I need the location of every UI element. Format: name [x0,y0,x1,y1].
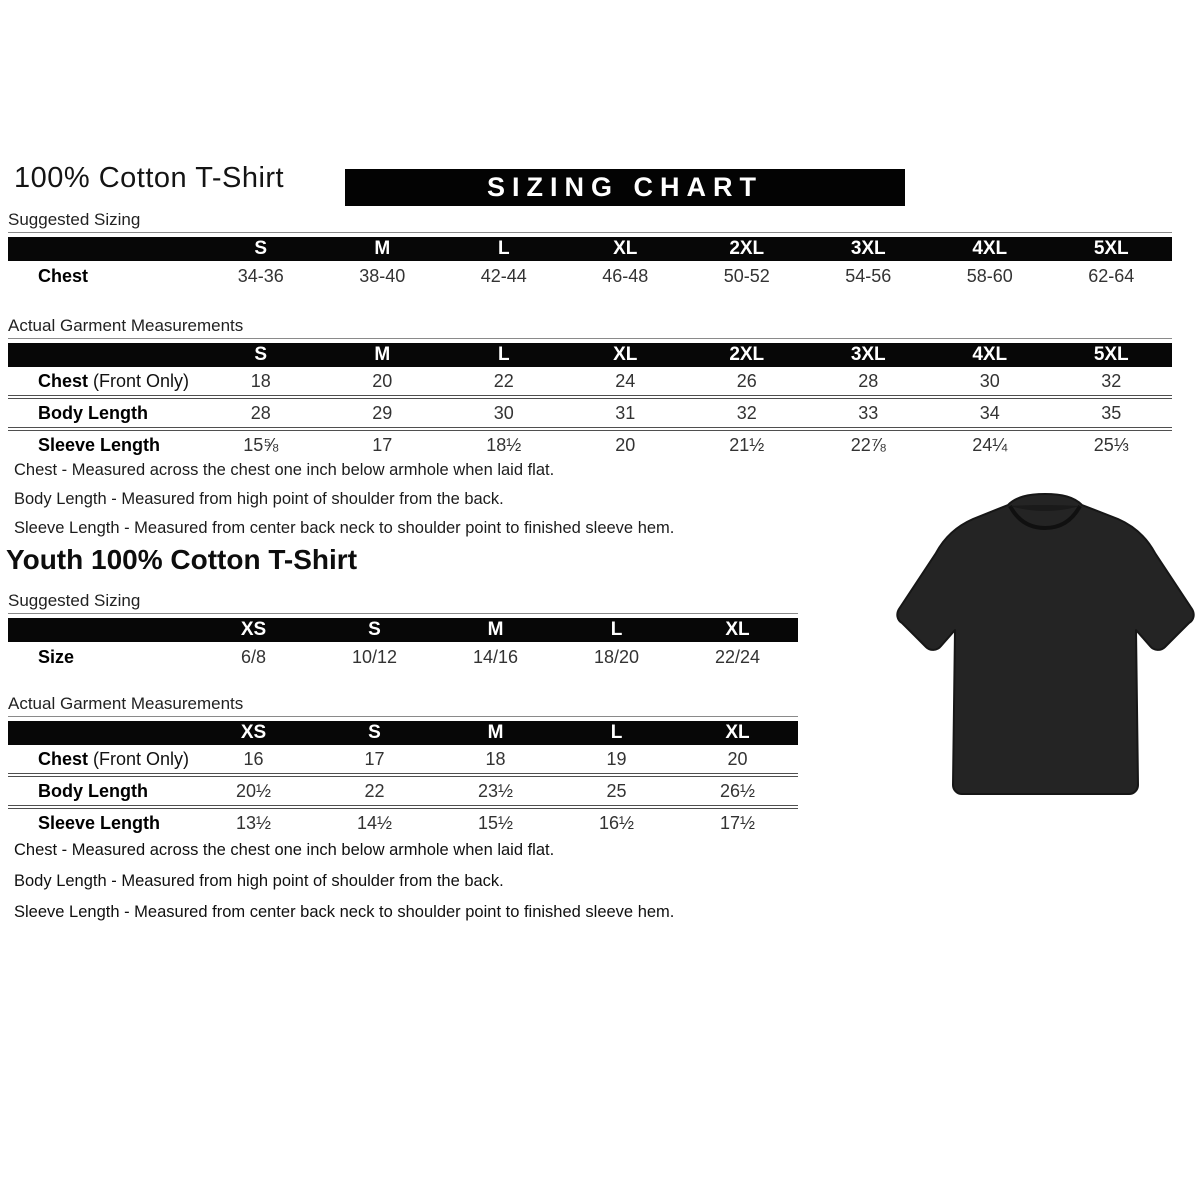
section-label: Suggested Sizing [8,210,141,229]
measurement-value: 38-40 [359,266,406,286]
measurement-value: 18½ [486,434,522,455]
banner-text: SIZING CHART [487,172,763,202]
measurement-value: 42-44 [480,266,527,286]
tshirt-silhouette [893,492,1198,804]
measurement-value: 14½ [356,812,393,833]
measurement-value: 32 [736,402,757,423]
youth-measurement-notes [14,841,674,934]
size-column-header: L [610,722,623,743]
size-column-header: XL [725,619,750,640]
measurement-value: 29 [372,402,393,423]
adult-measurements-section [8,317,1172,459]
note-body-length: Body Length - Measured from high point of shoulder from the back. [14,490,504,508]
measurement-value: 54-56 [845,266,892,286]
measurement-value: 20 [727,748,748,769]
measurement-value: 22 [493,370,514,391]
row-label: Sleeve Length [38,812,161,833]
measurement-value: 26 [736,370,757,391]
measurement-value: 34-36 [237,266,284,286]
measurement-value: 15½ [477,812,514,833]
measurement-value: 31 [615,402,636,423]
note-sleeve-length: Sleeve Length - Measured from center back neck to shoulder point to finished sleeve hem. [14,519,675,537]
size-column-header: 3XL [850,344,886,365]
adult-suggested-section [8,211,1172,292]
size-column-header: 4XL [972,238,1008,259]
youth-suggested-section [8,592,798,673]
row-label: Chest [38,266,89,286]
size-column-header: S [254,238,268,259]
table-row [8,261,1172,292]
measurement-value: 14/16 [472,647,519,667]
measurement-value: 23½ [477,780,514,801]
measurement-value: 17 [372,434,393,455]
measurement-value: 20 [615,434,636,455]
measurement-value: 22 [364,780,385,801]
size-column-header: L [497,344,510,365]
row-label: Chest (Front Only) [38,370,190,391]
size-column-header: 5XL [1093,238,1129,259]
row-label: Body Length [38,780,148,801]
size-column-header: XS [240,619,267,640]
measurement-value: 18/20 [593,647,640,667]
section-label: Actual Garment Measurements [8,694,244,713]
size-column-header: S [254,344,268,365]
measurement-value: 20½ [235,780,272,801]
size-column-header: XL [725,722,750,743]
size-column-header: 3XL [850,238,886,259]
measurement-value: 22/24 [714,647,761,667]
adult-measurement-notes [14,461,674,548]
table-row [8,642,798,673]
measurement-value: 13½ [235,812,272,833]
youth-suggested-table [8,613,798,673]
youth-section-title: Youth 100% Cotton T-Shirt [6,544,358,575]
size-column-header: L [610,619,623,640]
table-header-row [8,618,798,642]
table-header-row [8,343,1172,367]
measurement-value: 17½ [719,812,756,833]
tshirt-image [893,492,1198,804]
note-body-length: Body Length - Measured from high point of shoulder from the back. [14,872,504,890]
note-chest: Chest - Measured across the chest one inch below armhole when laid flat. [14,461,555,479]
sizing-chart-banner [345,169,905,206]
adult-measurements-table [8,338,1172,459]
measurement-value: 58-60 [966,266,1013,286]
measurement-value: 25 [606,780,627,801]
measurement-value: 33 [858,402,879,423]
measurement-value: 28 [858,370,879,391]
measurement-value: 17 [364,748,385,769]
size-column-header: L [497,238,510,259]
size-column-header: XL [613,344,638,365]
table-row [8,399,1172,431]
size-column-header: M [487,722,504,743]
measurement-value: 50-52 [723,266,770,286]
row-label: Size [38,647,75,667]
measurement-value: 25⅓ [1093,434,1129,455]
size-column-header: XL [613,238,638,259]
size-column-header: S [368,619,381,640]
measurement-value: 18 [250,370,271,391]
measurement-value: 22⅞ [850,434,886,455]
note-chest: Chest - Measured across the chest one inch below armhole when laid flat. [14,841,555,859]
measurement-value: 32 [1101,370,1122,391]
table-row [8,431,1172,459]
table-row [8,809,798,837]
note-sleeve-length: Sleeve Length - Measured from center back neck to shoulder point to finished sleeve hem. [14,903,675,921]
measurement-value: 15⅝ [243,434,279,455]
measurement-value: 24 [615,370,636,391]
measurement-value: 34 [979,402,1000,423]
section-label: Suggested Sizing [8,591,141,610]
youth-measurements-table [8,716,798,837]
measurement-value: 30 [979,370,1000,391]
measurement-value: 21½ [729,434,765,455]
table-header-row [8,721,798,745]
measurement-value: 24¼ [972,434,1008,455]
measurement-value: 6/8 [240,647,267,667]
section-label: Actual Garment Measurements [8,316,244,335]
measurement-value: 35 [1101,402,1122,423]
measurement-value: 20 [372,370,393,391]
size-column-header: M [374,344,391,365]
measurement-value: 19 [606,748,627,769]
measurement-value: 30 [493,402,514,423]
size-column-header: 5XL [1093,344,1129,365]
size-column-header: 4XL [972,344,1008,365]
measurement-value: 26½ [719,780,756,801]
table-row [8,777,798,809]
size-column-header: M [487,619,504,640]
measurement-value: 16 [243,748,264,769]
measurement-value: 28 [250,402,271,423]
size-column-header: 2XL [729,344,765,365]
measurement-value: 10/12 [351,647,398,667]
youth-measurements-section [8,695,798,837]
table-row [8,745,798,777]
row-label: Chest (Front Only) [38,748,190,769]
size-column-header: 2XL [729,238,765,259]
table-row [8,367,1172,399]
measurement-value: 62-64 [1088,266,1135,286]
size-column-header: XS [240,722,267,743]
measurement-value: 16½ [598,812,635,833]
adult-suggested-table [8,232,1172,292]
size-column-header: M [374,238,391,259]
table-header-row [8,237,1172,261]
size-column-header: S [368,722,381,743]
measurement-value: 46-48 [602,266,649,286]
row-label: Body Length [38,402,148,423]
measurement-value: 18 [485,748,506,769]
row-label: Sleeve Length [38,434,161,455]
page-title: 100% Cotton T-Shirt [14,162,285,194]
